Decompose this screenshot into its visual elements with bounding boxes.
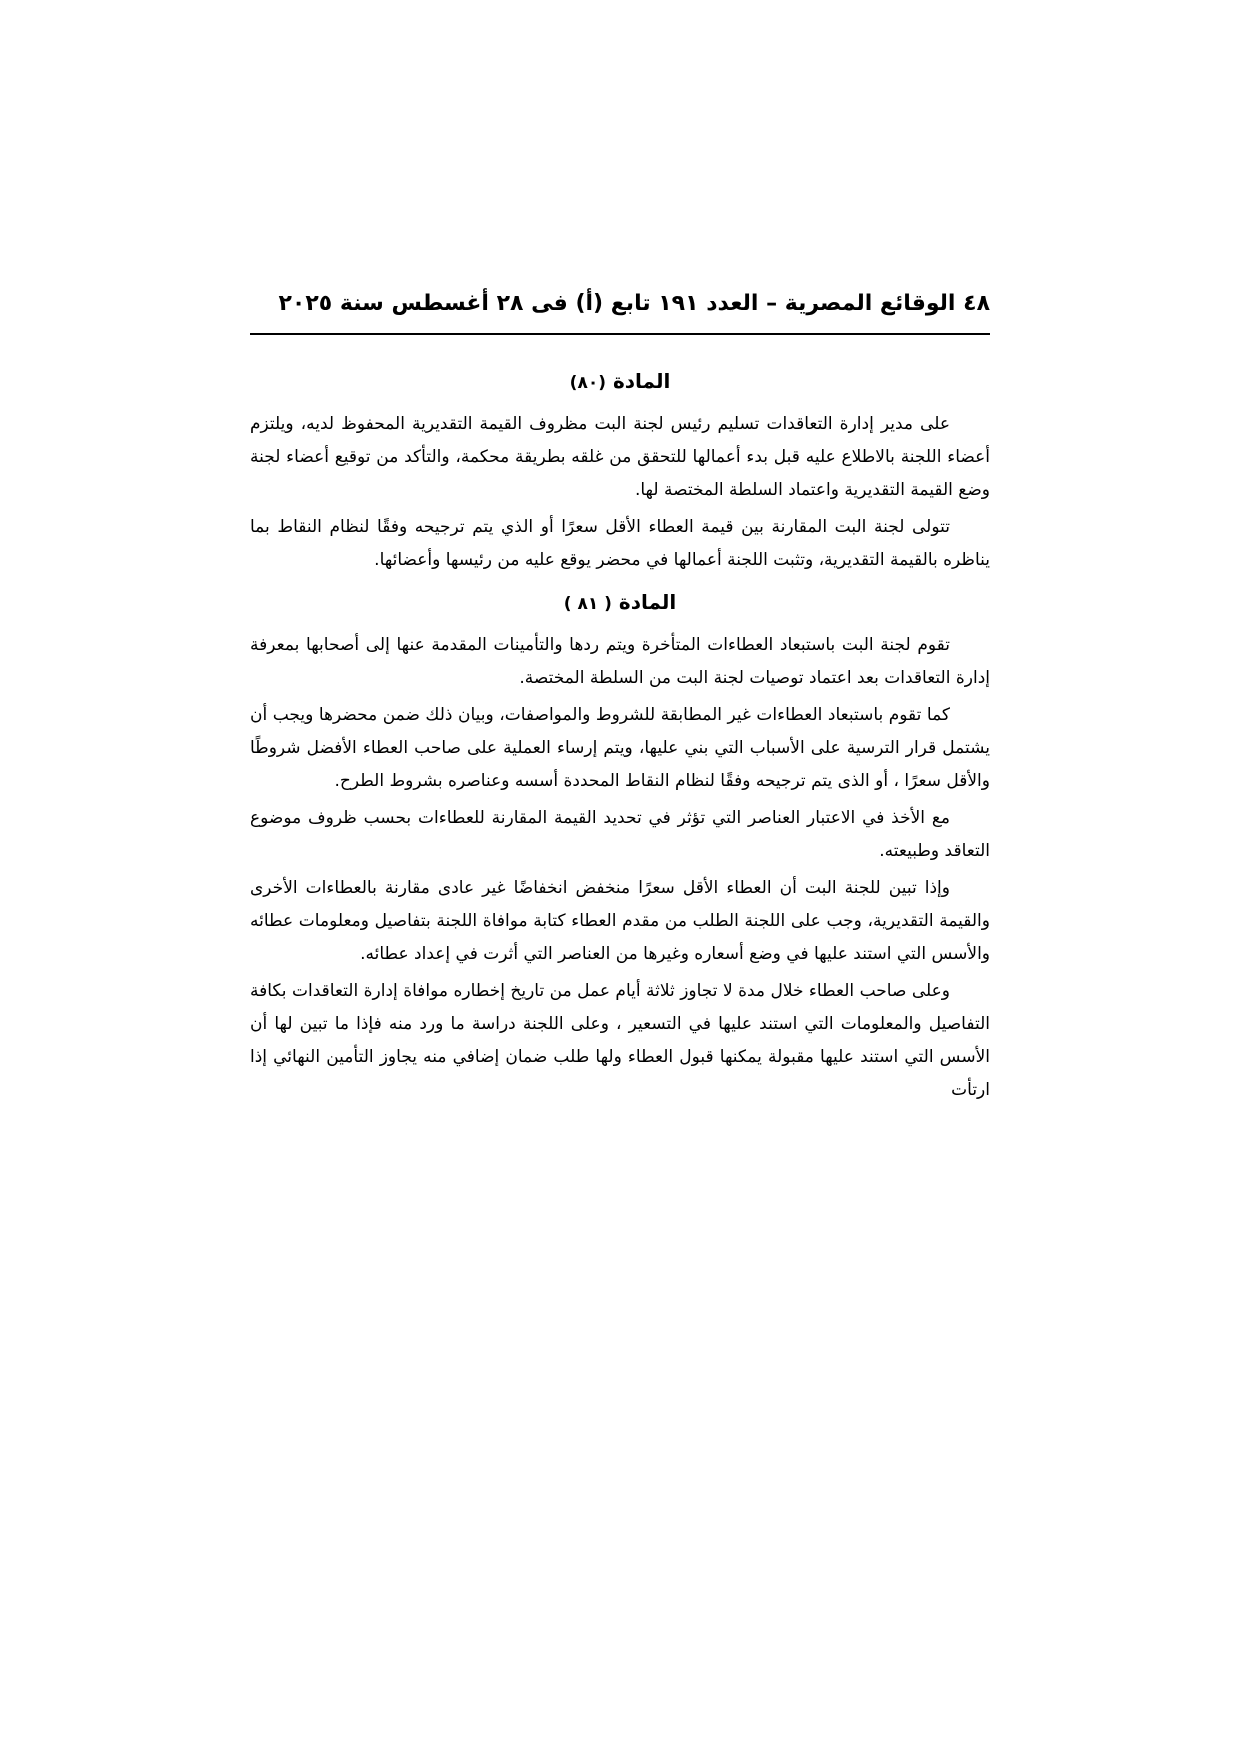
article-80-paragraph: تتولى لجنة البت المقارنة بين قيمة العطاء الأقل سعرًا أو الذي يتم ترجيحه وفقًا لنظام النقاط بما يناظره بالقيمة التقديرية، وتثبت اللجنة أعمالها في محضر يوقع عليه من رئيسها وأعضائها. <box>250 517 990 570</box>
article-80-title-number: (٨٠) <box>569 373 606 393</box>
header-divider <box>250 333 990 335</box>
article-81-paragraph: كما تقوم باستبعاد العطاءات غير المطابقة للشروط والمواصفات، وبيان ذلك ضمن محضرها ويجب أن يشتمل قرار الترسية على الأسباب التي بني عليها، ويتم إرساء العملية على صاحب العطاء الأفضل شروطًا والأقل سعرًا ، أو الذى يتم ترجيحه وفقًا لنظام النقاط المحددة أسسه وعناصره بشروط الطرح. <box>250 705 990 791</box>
article-80-paragraph: على مدير إدارة التعاقدات تسليم رئيس لجنة البت مظروف القيمة التقديرية المحفوظ لديه، ويلتزم أعضاء اللجنة بالاطلاع عليه قبل بدء أعمالها للتحقق من غلقه بطريقة محكمة، والتأكد من توقيع أعضاء لجنة وضع القيمة التقديرية واعتماد السلطة المختصة لها. <box>250 414 990 500</box>
article-81-paragraph: وإذا تبين للجنة البت أن العطاء الأقل سعرًا منخفض انخفاضًا غير عادى مقارنة بالعطاءات الأخرى والقيمة التقديرية، وجب على اللجنة الطلب من مقدم العطاء كتابة موافاة اللجنة بتفاصيل ومعلومات عطائه والأسس التي استند عليها في وضع أسعاره وغيرها من العناصر التي أثرت في إعداد عطائه. <box>250 878 990 964</box>
page-content <box>250 360 990 1111</box>
article-81-paragraph: مع الأخذ في الاعتبار العناصر التي تؤثر في تحديد القيمة المقارنة للعطاءات بحسب ظروف موضوع التعاقد وطبيعته. <box>250 808 990 861</box>
article-81-paragraph: وعلى صاحب العطاء خلال مدة لا تجاوز ثلاثة أيام عمل من تاريخ إخطاره موافاة إدارة التعاقدات بكافة التفاصيل والمعلومات التي استند عليها في التسعير ، وعلى اللجنة دراسة ما ورد منه فإذا ما تبين لها أن الأسس التي استند عليها مقبولة يمكنها قبول العطاء ولها طلب ضمان إضافي منه يجاوز التأمين النهائي إذا ارتأت <box>250 981 990 1100</box>
article-81-title <box>250 581 990 625</box>
article-81-title-number: ( ٨١ ) <box>563 594 612 614</box>
article-81-paragraph: تقوم لجنة البت باستبعاد العطاءات المتأخرة ويتم ردها والتأمينات المقدمة عنها إلى أصحابها بمعرفة إدارة التعاقدات بعد اعتماد توصيات لجنة البت من السلطة المختصة. <box>250 635 990 688</box>
page-header: ٤٨ الوقائع المصرية – العدد ١٩١ تابع (أ) فى ٢٨ أغسطس سنة ٢٠٢٥ <box>278 291 990 316</box>
article-81-title-word: المادة <box>618 590 677 614</box>
article-80-title-word: المادة <box>612 369 671 393</box>
article-80-title <box>250 360 990 404</box>
